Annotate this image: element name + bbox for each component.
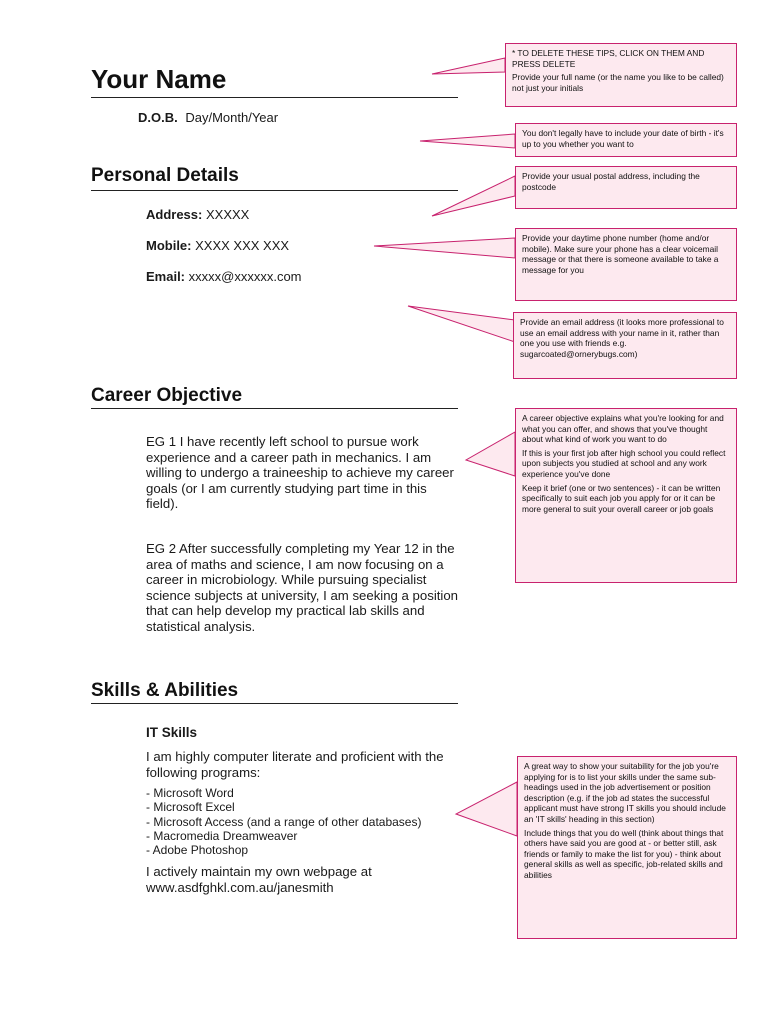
career-example-1: EG 1 I have recently left school to pursue work experience and a career path in mechanics. I am willing to undergo a traineeship to achieve my career goals (or I am currently studying part time in this field). bbox=[146, 434, 454, 511]
mobile-line bbox=[146, 238, 289, 253]
personal-details-divider bbox=[91, 190, 458, 191]
list-item: - Microsoft Excel bbox=[146, 800, 235, 815]
it-skills-subheading: IT Skills bbox=[146, 725, 198, 740]
tip-career-text-1: A career objective explains what you're looking for and what you can offer, and shows that you've thought about what kind of work you want to do bbox=[522, 413, 724, 445]
list-item: - Adobe Photoshop bbox=[146, 843, 249, 858]
tip-skills-text-1: A great way to show your suitability for the job you're applying for is to list your skills under the same sub-headings used in the job advertisement or position description (e.g. if the job ad states the successful applicant must have strong IT skills you should include an 'IT skills' heading in this section) bbox=[524, 761, 726, 824]
career-objective-heading: Career Objective bbox=[91, 385, 243, 406]
webpage-note: I actively maintain my own webpage at www.asdfghkl.com.au/janesmith bbox=[146, 864, 372, 895]
personal-details-heading: Personal Details bbox=[91, 165, 239, 186]
email-label: Email: bbox=[146, 269, 186, 284]
list-item: - Microsoft Access (and a range of other databases) bbox=[146, 814, 422, 829]
tip-dob[interactable] bbox=[515, 123, 737, 157]
tip-skills-text-2: Include things that you do well (think about things that others have said you are good at - or better still, ask friends or family to make the list for you) - think about general skills as well as specific, job-related skills and abilities bbox=[524, 827, 724, 880]
tip-pointer-email bbox=[408, 306, 515, 342]
tip-pointer-phone bbox=[374, 238, 515, 258]
tip-pointer-address bbox=[432, 176, 515, 216]
page-title: Your Name bbox=[91, 64, 227, 94]
tip-pointer-name bbox=[432, 58, 505, 74]
tip-phone[interactable] bbox=[515, 228, 737, 301]
tip-pointer-dob bbox=[420, 134, 515, 148]
email-line bbox=[146, 269, 302, 284]
tip-address[interactable] bbox=[515, 166, 737, 209]
tip-address-text: Provide your usual postal address, including the postcode bbox=[522, 171, 700, 192]
list-item: - Microsoft Word bbox=[146, 786, 234, 800]
title-divider bbox=[91, 97, 458, 98]
address-label: Address: bbox=[146, 207, 203, 222]
list-item: - Macromedia Dreamweaver bbox=[146, 828, 298, 843]
career-example-2: EG 2 After successfully completing my Year 12 in the area of maths and science, I am now focusing on a career in microbiology. While pursuing specialist science subjects at university, I am seeking a position that can help develop my practical lab skills and statistical analysis. bbox=[146, 541, 459, 634]
tip-email[interactable] bbox=[513, 312, 737, 379]
dob-label: D.O.B. bbox=[138, 110, 178, 125]
skills-heading: Skills & Abilities bbox=[91, 680, 239, 701]
tip-career[interactable] bbox=[515, 408, 737, 583]
address-line bbox=[146, 207, 249, 222]
career-objective-divider bbox=[91, 408, 458, 409]
tip-email-text: Provide an email address (it looks more professional to use an email address with your name in it, rather than one you use with friends e.g. sugarcoated@ornerybugs.com) bbox=[520, 317, 724, 359]
tip-skills[interactable] bbox=[517, 756, 737, 939]
email-value: xxxxx@xxxxxx.com bbox=[188, 269, 302, 284]
tip-pointer-career bbox=[466, 432, 515, 476]
program-list bbox=[146, 786, 421, 857]
dob-value: Day/Month/Year bbox=[185, 110, 279, 125]
skills-divider bbox=[91, 703, 458, 704]
dob-line bbox=[138, 110, 278, 125]
tip-name[interactable] bbox=[505, 43, 737, 107]
mobile-value: XXXX XXX XXX bbox=[195, 238, 290, 253]
skills-intro: I am highly computer literate and proficient with the following programs: bbox=[146, 749, 444, 780]
mobile-label: Mobile: bbox=[146, 238, 192, 253]
tip-career-text-2: If this is your first job after high school you could reflect upon subjects you studied at school and any work experience you've done bbox=[522, 447, 726, 479]
tip-name-delete-note: * TO DELETE THESE TIPS, CLICK ON THEM AND PRESS DELETE bbox=[512, 48, 705, 69]
address-value: XXXXX bbox=[205, 207, 250, 222]
tip-phone-text: Provide your daytime phone number (home and/or mobile). Make sure your phone has a clear voicemail message or that there is someone available to take a message for you bbox=[522, 233, 719, 275]
tip-pointer-skills bbox=[456, 782, 517, 836]
tip-career-text-3: Keep it brief (one or two sentences) - it can be written specifically to suit each job you apply for or it can be more general to suit your overall career or job goals bbox=[522, 482, 721, 514]
tip-dob-text: You don't legally have to include your date of birth - it's up to you whether you want to bbox=[522, 128, 724, 149]
tip-name-text: Provide your full name (or the name you like to be called) not just your initials bbox=[512, 72, 724, 93]
